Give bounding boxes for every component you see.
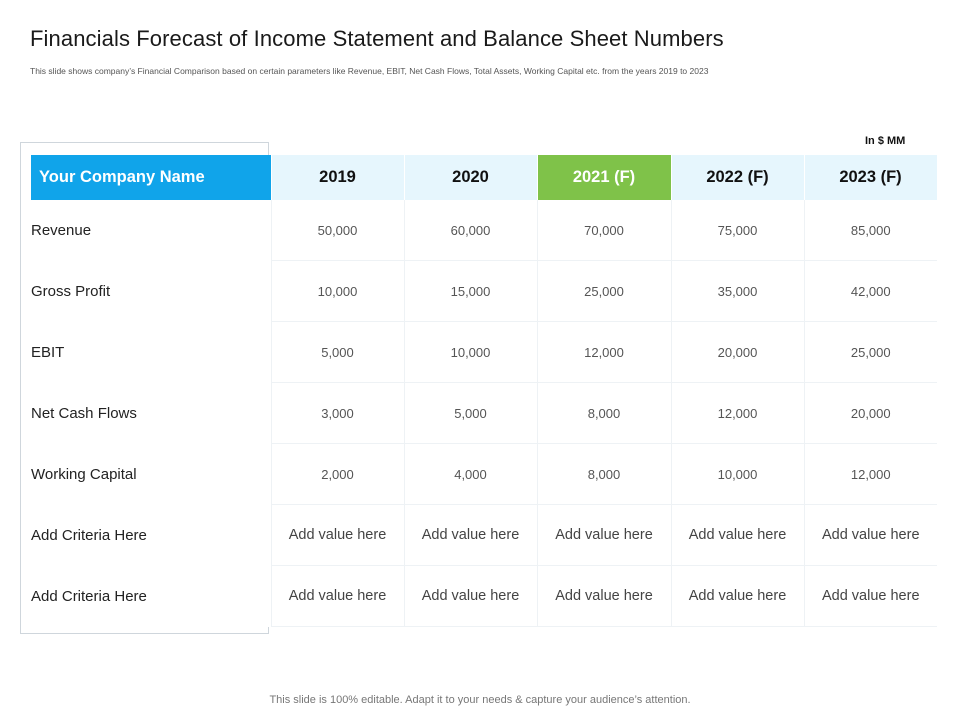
table-cell: Add value here bbox=[537, 566, 671, 627]
table-cell: 12,000 bbox=[671, 383, 804, 444]
table-row bbox=[31, 444, 937, 505]
row-label: Add Criteria Here bbox=[31, 566, 271, 627]
table-cell: 3,000 bbox=[271, 383, 404, 444]
year-header: 2019 bbox=[271, 155, 404, 200]
table-cell: 5,000 bbox=[271, 322, 404, 383]
table-row bbox=[31, 200, 937, 261]
table-cell: Add value here bbox=[537, 505, 671, 566]
table-cell: 42,000 bbox=[804, 261, 937, 322]
year-header-highlighted: 2021 (F) bbox=[537, 155, 671, 200]
table-cell: 25,000 bbox=[537, 261, 671, 322]
table-cell: 8,000 bbox=[537, 444, 671, 505]
table-cell: 15,000 bbox=[404, 261, 537, 322]
row-label: Add Criteria Here bbox=[31, 505, 271, 566]
year-header: 2022 (F) bbox=[671, 155, 804, 200]
table-cell: Add value here bbox=[404, 505, 537, 566]
slide-footer: This slide is 100% editable. Adapt it to your needs & capture your audience’s attention. bbox=[269, 694, 691, 706]
table-cell: Add value here bbox=[804, 505, 937, 566]
table-row bbox=[31, 383, 937, 444]
table-cell: 10,000 bbox=[671, 444, 804, 505]
table-cell: 2,000 bbox=[271, 444, 404, 505]
table-row bbox=[31, 261, 937, 322]
table-header-row bbox=[31, 155, 937, 200]
table-cell: 50,000 bbox=[271, 200, 404, 261]
table-cell: 20,000 bbox=[804, 383, 937, 444]
table-cell: 8,000 bbox=[537, 383, 671, 444]
company-name-header: Your Company Name bbox=[31, 155, 271, 200]
unit-label: In $ MM bbox=[865, 135, 906, 147]
table-cell: 4,000 bbox=[404, 444, 537, 505]
table-cell: Add value here bbox=[271, 566, 404, 627]
slide-title: Financials Forecast of Income Statement and Balance Sheet Numbers bbox=[30, 26, 724, 51]
table-cell: Add value here bbox=[271, 505, 404, 566]
table-cell: 5,000 bbox=[404, 383, 537, 444]
slide-subtitle: This slide shows company’s Financial Comparison based on certain parameters like Revenue, EBIT, Net Cash Flows, Total Assets, Working Capital etc. from the years 2019 to 2023 bbox=[30, 66, 709, 76]
table-cell: 85,000 bbox=[804, 200, 937, 261]
table-cell: 12,000 bbox=[537, 322, 671, 383]
table-cell: 10,000 bbox=[404, 322, 537, 383]
table-cell: 10,000 bbox=[271, 261, 404, 322]
table-cell: Add value here bbox=[804, 566, 937, 627]
table-cell: Add value here bbox=[671, 505, 804, 566]
table-cell: 12,000 bbox=[804, 444, 937, 505]
table-cell: 75,000 bbox=[671, 200, 804, 261]
table-row bbox=[31, 505, 937, 566]
table-cell: 35,000 bbox=[671, 261, 804, 322]
row-label: EBIT bbox=[31, 322, 271, 383]
table-row bbox=[31, 566, 937, 627]
financials-table bbox=[31, 155, 938, 627]
row-label: Net Cash Flows bbox=[31, 383, 271, 444]
row-label: Revenue bbox=[31, 200, 271, 261]
year-header: 2020 bbox=[404, 155, 537, 200]
table-body bbox=[31, 200, 937, 627]
table-cell: Add value here bbox=[671, 566, 804, 627]
table-row bbox=[31, 322, 937, 383]
table-cell: Add value here bbox=[404, 566, 537, 627]
row-label: Gross Profit bbox=[31, 261, 271, 322]
table-cell: 20,000 bbox=[671, 322, 804, 383]
table-cell: 60,000 bbox=[404, 200, 537, 261]
table-cell: 25,000 bbox=[804, 322, 937, 383]
row-label: Working Capital bbox=[31, 444, 271, 505]
year-header: 2023 (F) bbox=[804, 155, 937, 200]
table-cell: 70,000 bbox=[537, 200, 671, 261]
